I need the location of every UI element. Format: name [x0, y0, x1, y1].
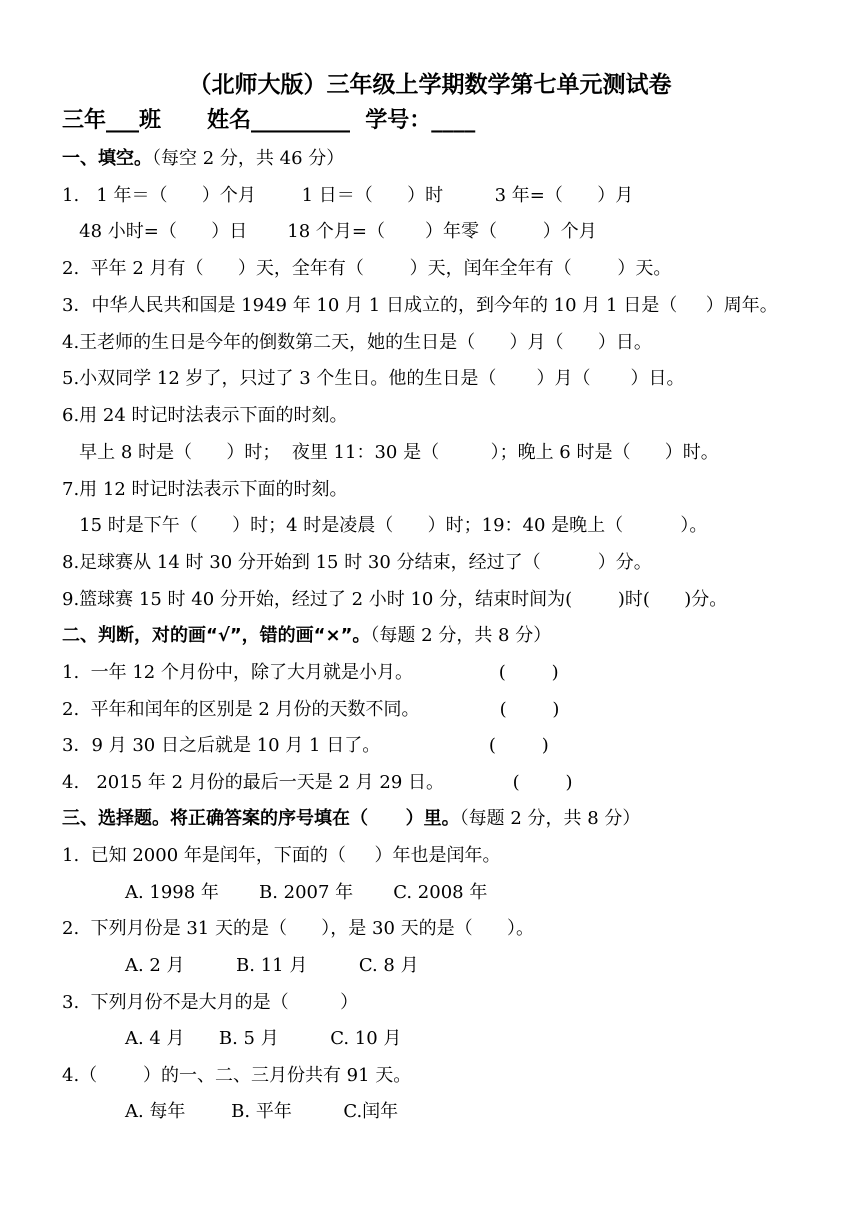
question-line: 3．中华人民共和国是 1949 年 10 月 1 日成立的，到今年的 10 月 1 日是（ ）周年。: [62, 295, 778, 316]
question-line: 1. 1 年＝（ ）个月 1 日＝（ ）时 3 年=（ ）月: [62, 185, 634, 206]
question-line: 6.用 24 时记时法表示下面的时刻。: [62, 405, 348, 426]
answer-options: A. 1998 年 B. 2007 年 C. 2008 年: [62, 882, 488, 903]
section-2-header: [62, 625, 551, 647]
section-2-heading: 二、判断，对的画“√”，错的画“×”。: [62, 625, 371, 646]
question-line: 8.足球赛从 14 时 30 分开始到 15 时 30 分结束，经过了（ ）分。: [62, 552, 652, 573]
answer-options: A. 2 月 B. 11 月 C. 8 月: [62, 955, 419, 976]
question-line: 2. 下列月份是 31 天的是（ ），是 30 天的是（ ）。: [62, 918, 534, 939]
question-line: 1. 已知 2000 年是闰年，下面的（ ）年也是闰年。: [62, 845, 501, 866]
section-3-scoring-note: （每题 2 分，共 8 分）: [459, 808, 641, 829]
section-1-scoring-note: （每空 2 分，共 46 分）: [152, 148, 345, 169]
student-info-line: 三年___班 姓名_________ 学号：____: [62, 108, 476, 133]
question-line: 9.篮球赛 15 时 40 分开始，经过了 2 小时 10 分，结束时间为( )时( )分。: [62, 589, 728, 610]
question-line: 2. 平年 2 月有（ ）天，全年有（ ）天，闰年全年有（ ）天。: [62, 258, 672, 279]
question-line: 3．9 月 30 日之后就是 10 月 1 日了。 ( ): [62, 735, 549, 756]
page-title: （北师大版）三年级上学期数学第七单元测试卷: [188, 72, 672, 98]
question-line: 1. 一年 12 个月份中，除了大月就是小月。 ( ): [62, 662, 559, 683]
section-3-heading: 三、选择题。将正确答案的序号填在（ ）里。: [62, 808, 460, 829]
question-line: 早上 8 时是（ ）时； 夜里 11：30 是（ ）；晚上 6 时是（ ）时。: [62, 442, 719, 463]
question-line: 4.（ ）的一、二、三月份共有 91 天。: [62, 1065, 412, 1086]
section-1-header: [62, 148, 344, 170]
answer-options: A. 4 月 B. 5 月 C. 10 月: [62, 1028, 402, 1049]
section-2-scoring-note: （每题 2 分，共 8 分）: [370, 625, 552, 646]
question-line: 4. 2015 年 2 月份的最后一天是 2 月 29 日。 ( ): [62, 772, 573, 793]
question-line: 3. 下列月份不是大月的是（ ）: [62, 992, 359, 1013]
question-line: 2. 平年和闰年的区别是 2 月份的天数不同。 ( ): [62, 699, 560, 720]
question-line: 7.用 12 时记时法表示下面的时刻。: [62, 479, 348, 500]
question-line: 15 时是下午（ ）时；4 时是凌晨（ ）时；19：40 是晚上（ ）。: [62, 515, 708, 536]
section-3-header: [62, 808, 640, 830]
question-line: 48 小时=（ ）日 18 个月=（ ）年零（ ）个月: [62, 221, 597, 242]
section-1-heading: 一、填空。: [62, 148, 152, 169]
question-line: 5.小双同学 12 岁了，只过了 3 个生日。他的生日是（ ）月（ ）日。: [62, 368, 685, 389]
question-line: 4.王老师的生日是今年的倒数第二天，她的生日是（ ）月（ ）日。: [62, 332, 652, 353]
answer-options: A. 每年 B. 平年 C.闰年: [62, 1101, 399, 1122]
